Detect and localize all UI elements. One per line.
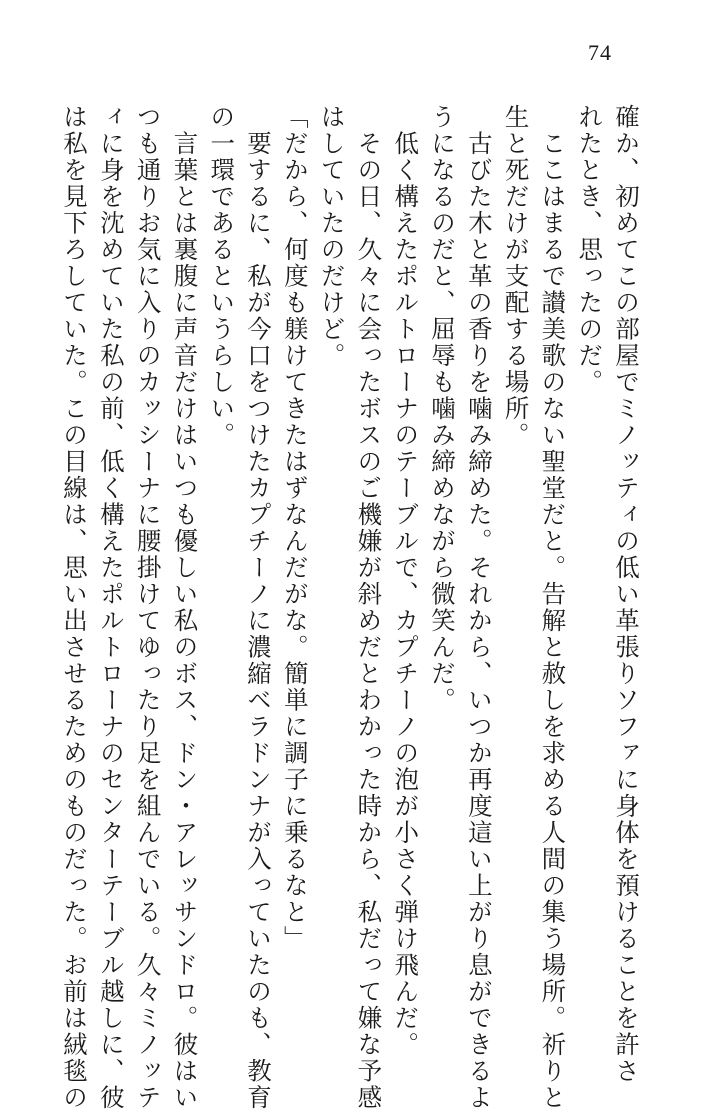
text-column: ここはまるで讃美歌のない聖堂だと。告解と赦しを求める人間の集う場所。祈りと bbox=[538, 104, 568, 1111]
text-column: その日、久々に会ったボスのご機嫌が斜めだとわかった時から、私だって嫌な予感 bbox=[354, 104, 384, 1111]
text-column: 言葉とは裏腹に声音だけはいつも優しい私のボス、ドン・アレッサンドロ。彼はい bbox=[170, 104, 200, 1111]
text-column: れたとき、思ったのだ。 bbox=[575, 104, 605, 396]
text-column: 確か、初めてこの部屋でミノッティの低い革張りソファに身体を預けることを許さ bbox=[612, 104, 641, 1085]
text-column: つも通りお気に入りのカッシーナに腰掛けてゆったり足を組んでいる。久々ミノッテ bbox=[133, 104, 163, 1111]
text-column: の一環であるというらしい。 bbox=[207, 104, 237, 449]
text-column: 生と死だけが支配する場所。 bbox=[501, 104, 531, 449]
text-column: ィに身を沈めていた私の前、低く構えたポルトローナのセンターテーブル越しに、彼 bbox=[96, 104, 126, 1111]
page-number: 74 bbox=[588, 40, 612, 65]
body-text bbox=[44, 104, 644, 1111]
text-column: 古びた木と革の香りを噛み締めた。それから、いつか再度這い上がり息ができるよ bbox=[464, 104, 494, 1111]
text-column: 低く構えたポルトローナのテーブルで、カプチーノの泡が小さく弾け飛んだ。 bbox=[391, 104, 421, 1058]
dialogue-column: 「だから、何度も躾けてきたはずなんだがな。簡単に調子に乗るなと」 bbox=[280, 104, 310, 952]
text-column: 要するに、私が今口をつけたカプチーノに濃縮ベラドンナが入っていたのも、教育 bbox=[244, 104, 274, 1111]
text-column: はしていたのだけど。 bbox=[317, 104, 347, 369]
text-column: は私を見下ろしていた。この目線は、思い出させるためのものだった。お前は絨毯の bbox=[60, 104, 90, 1111]
text-column: うになるのだと、屈辱も噛み締めながら微笑んだ。 bbox=[428, 104, 458, 714]
